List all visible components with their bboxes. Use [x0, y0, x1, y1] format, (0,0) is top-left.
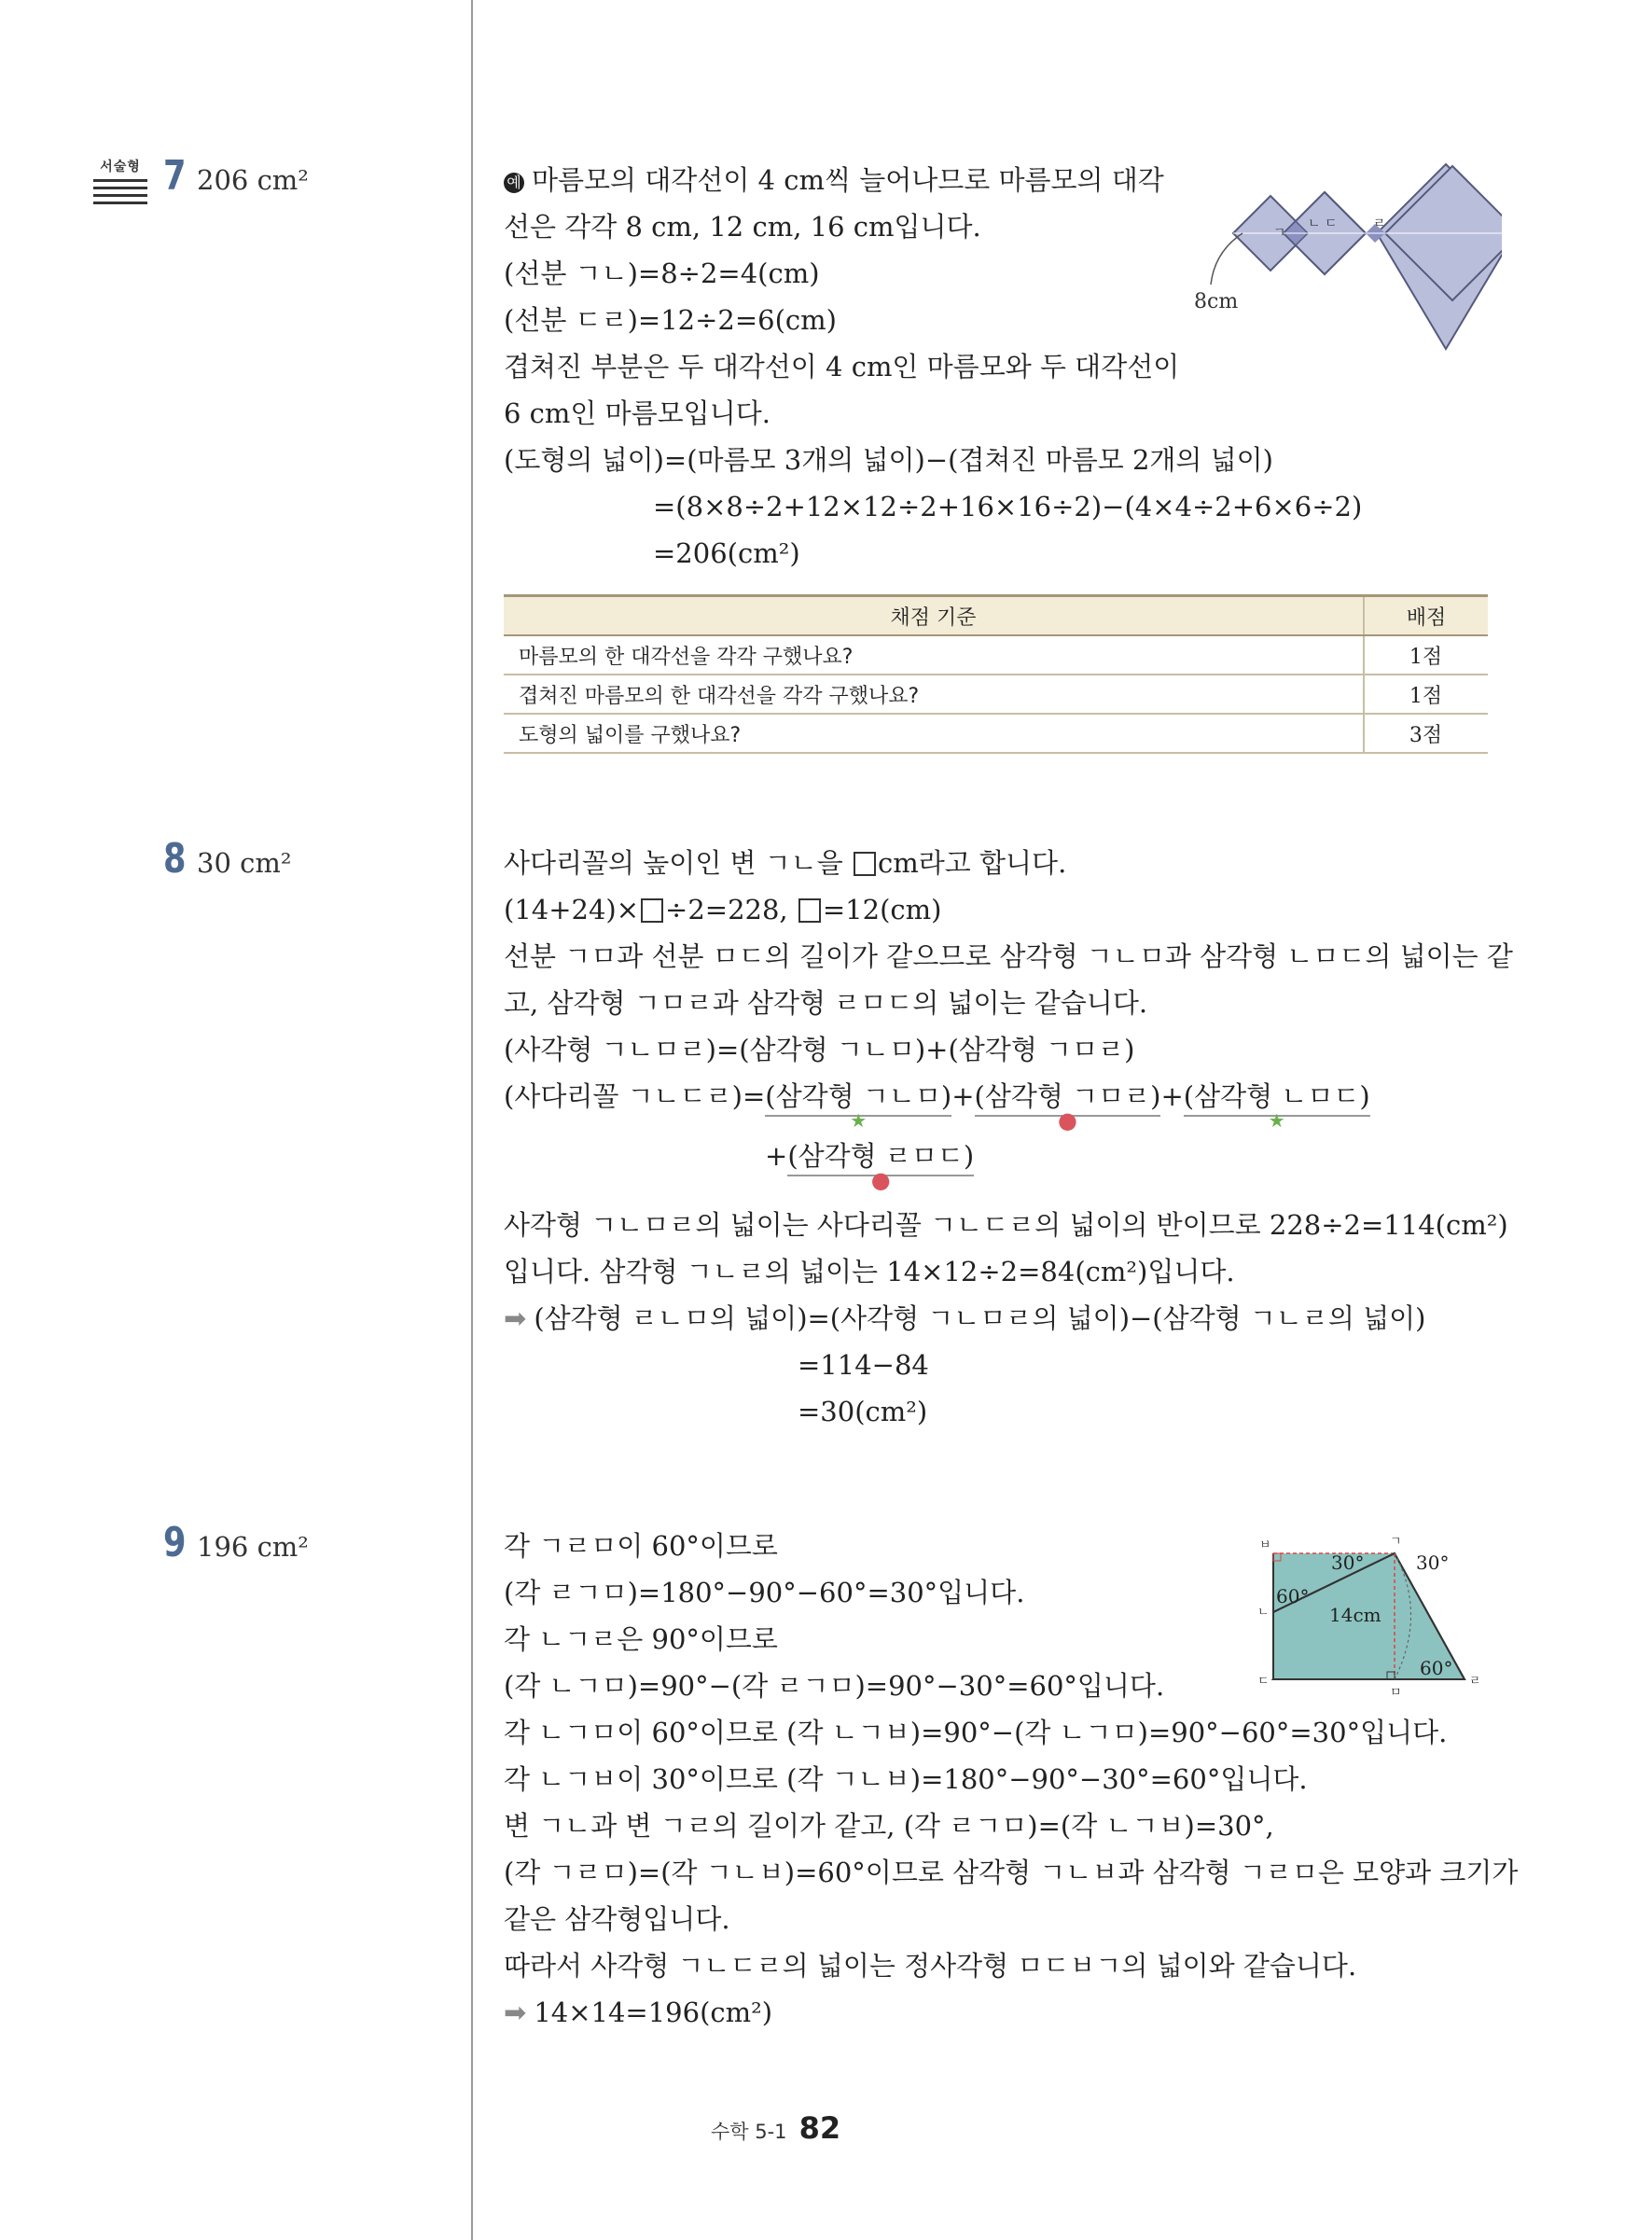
sol7-line5: 겹쳐진 부분은 두 대각선이 4 cm인 마름모와 두 대각선이	[504, 351, 1180, 383]
label-c: ㄷ	[1325, 216, 1338, 231]
rhombus-figure	[1157, 159, 1502, 355]
essay-type-badge	[93, 157, 147, 204]
criteria-text: 겹쳐진 마름모의 한 대각선을 각각 구했나요?	[504, 675, 1364, 714]
answer-9	[163, 1519, 309, 1566]
plus-sign: +	[951, 1080, 975, 1112]
label-b: ㄴ	[1308, 216, 1321, 231]
sol9-line9: 같은 삼각형입니다.	[504, 1903, 730, 1935]
table-row	[504, 675, 1488, 714]
length-14cm: 14cm	[1329, 1604, 1381, 1626]
sol9-line7: 변 ㄱㄴ과 변 ㄱㄹ의 길이가 같고, (각 ㄹㄱㅁ)=(각 ㄴㄱㅂ)=30°,	[504, 1810, 1274, 1842]
arrow-icon: ➡	[504, 1997, 527, 2028]
angle-60-right: 60°	[1420, 1657, 1453, 1679]
sol9-line6: 각 ㄴㄱㅂ이 30°이므로 (각 ㄱㄴㅂ)=180°−90°−30°=60°입니다.	[504, 1763, 1308, 1795]
label-f: ㅂ	[1259, 1538, 1271, 1552]
plus-sign: +	[1160, 1080, 1184, 1112]
sol9-line8: (각 ㄱㄹㅁ)=(각 ㄱㄴㅂ)=60°이므로 삼각형 ㄱㄴㅂ과 삼각형 ㄱㄹㅁ은 모양과 크기가	[504, 1857, 1519, 1888]
blank-box	[641, 898, 663, 923]
criteria-text: 도형의 넓이를 구했나요?	[504, 714, 1364, 753]
criteria-points: 1점	[1364, 635, 1488, 675]
answer-8	[163, 835, 292, 883]
underlined-term	[974, 1078, 1161, 1134]
example-mark: 예	[504, 173, 524, 193]
angle-30-right: 30°	[1416, 1551, 1450, 1574]
answer-value: 206 cm²	[197, 164, 309, 196]
sol8-line12: =30(cm²)	[798, 1396, 928, 1427]
sol7-line2: 선은 각각 8 cm, 12 cm, 16 cm입니다.	[504, 211, 981, 243]
sol8-line9: 입니다. 삼각형 ㄱㄴㄹ의 넓이는 14×12÷2=84(cm²)입니다.	[504, 1256, 1235, 1287]
sol8-line10: (삼각형 ㄹㄴㅁ의 넓이)=(사각형 ㄱㄴㅁㄹ의 넓이)−(삼각형 ㄱㄴㄹ의 넓이)	[534, 1302, 1426, 1334]
underlined-term	[787, 1137, 975, 1193]
column-divider	[471, 0, 473, 2240]
dot-mark: ●	[870, 1167, 891, 1193]
term-text: (삼각형 ㄱㄴㅁ)	[765, 1080, 952, 1112]
criteria-points: 3점	[1364, 714, 1488, 753]
sol9-line3: 각 ㄴㄱㄹ은 90°이므로	[504, 1623, 778, 1655]
points-header: 배점	[1364, 596, 1488, 636]
badge-label: 서술형	[100, 160, 141, 174]
sol7-line4: (선분 ㄷㄹ)=12÷2=6(cm)	[504, 304, 837, 336]
label-b: ㄴ	[1257, 1606, 1270, 1620]
table-row	[504, 714, 1488, 753]
plus-sign: +	[765, 1140, 788, 1172]
label-d: ㄹ	[1469, 1675, 1481, 1689]
page-number: 82	[798, 2110, 841, 2146]
answer-7	[163, 152, 309, 200]
arrow-icon: ➡	[504, 1302, 527, 1334]
sol8-line11: =114−84	[798, 1349, 929, 1381]
term-text: (삼각형 ㄹㅁㄷ)	[787, 1140, 975, 1172]
sol8-line4: 고, 삼각형 ㄱㅁㄹ과 삼각형 ㄹㅁㄷ의 넓이는 같습니다.	[504, 987, 1148, 1019]
answer-value: 30 cm²	[197, 847, 292, 879]
sol8-line1a: 사다리꼴의 높이인 변 ㄱㄴ을	[504, 847, 853, 879]
sol8-line2b: ÷2=228,	[665, 894, 797, 925]
grading-criteria-table	[504, 594, 1488, 754]
sol7-line3: (선분 ㄱㄴ)=8÷2=4(cm)	[504, 257, 820, 289]
blank-box	[854, 852, 876, 876]
dot-mark: ●	[1058, 1107, 1077, 1134]
sol8-line8: 사각형 ㄱㄴㅁㄹ의 넓이는 사다리꼴 ㄱㄴㄷㄹ의 넓이의 반이므로 228÷2=114(cm²)	[504, 1209, 1508, 1241]
sol8-line2a: (14+24)×	[504, 894, 640, 925]
label-c: ㄷ	[1257, 1675, 1270, 1689]
question-number: 9	[163, 1519, 187, 1566]
label-a: ㄱ	[1390, 1535, 1402, 1549]
sol8-line2c: =12(cm)	[822, 894, 942, 925]
label-e: ㅁ	[1390, 1686, 1402, 1698]
label-d: ㄹ	[1373, 216, 1386, 231]
sol7-line7: (도형의 넓이)=(마름모 3개의 넓이)−(겹쳐진 마름모 2개의 넓이)	[504, 444, 1274, 476]
sol7-line9: =206(cm²)	[653, 537, 800, 569]
underlined-term	[765, 1078, 952, 1132]
trapezoid-figure	[1250, 1530, 1492, 1698]
term-text: (삼각형 ㄱㅁㄹ)	[974, 1080, 1161, 1112]
label-a: ㄱ	[1273, 226, 1286, 241]
sol8-line6-prefix: (사다리꼴 ㄱㄴㄷㄹ)=	[504, 1080, 766, 1112]
subject-label: 수학 5-1	[711, 2121, 787, 2143]
table-row	[504, 635, 1488, 675]
sol9-line10: 따라서 사각형 ㄱㄴㄷㄹ의 넓이는 정사각형 ㅁㄷㅂㄱ의 넓이와 같습니다.	[504, 1950, 1357, 1982]
solution-8	[504, 840, 1513, 1435]
sol9-line1: 각 ㄱㄹㅁ이 60°이므로	[504, 1530, 778, 1562]
criteria-text: 마름모의 한 대각선을 각각 구했나요?	[504, 635, 1364, 675]
sol7-line1: 마름모의 대각선이 4 cm씩 늘어나므로 마름모의 대각	[532, 164, 1164, 196]
term-text: (삼각형 ㄴㅁㄷ)	[1183, 1080, 1370, 1112]
question-number: 7	[163, 152, 187, 200]
page-footer	[711, 2110, 840, 2146]
sol8-line3: 선분 ㄱㅁ과 선분 ㅁㄷ의 길이가 같으므로 삼각형 ㄱㄴㅁ과 삼각형 ㄴㅁㄷ의 넓이는 같	[504, 940, 1513, 972]
sol8-line1b: cm라고 합니다.	[878, 847, 1067, 879]
length-8cm: 8cm	[1194, 290, 1239, 313]
underlined-term	[1183, 1078, 1370, 1132]
criteria-points: 1점	[1364, 675, 1488, 714]
star-mark: ★	[1268, 1109, 1285, 1132]
angle-60-left: 60°	[1276, 1585, 1310, 1607]
blank-box	[798, 898, 821, 923]
sol9-line11: 14×14=196(cm²)	[534, 1997, 773, 2028]
criteria-header: 채점 기준	[504, 596, 1364, 636]
answer-value: 196 cm²	[197, 1531, 309, 1563]
sol7-line8: =(8×8÷2+12×12÷2+16×16÷2)−(4×4÷2+6×6÷2)	[653, 491, 1363, 522]
sol9-line4: (각 ㄴㄱㅁ)=90°−(각 ㄹㄱㅁ)=90°−30°=60°입니다.	[504, 1670, 1165, 1702]
angle-30-left: 30°	[1331, 1551, 1365, 1574]
sol9-line2: (각 ㄹㄱㅁ)=180°−90°−60°=30°입니다.	[504, 1577, 1025, 1608]
question-number: 8	[163, 835, 187, 883]
sol8-line5: (사각형 ㄱㄴㅁㄹ)=(삼각형 ㄱㄴㅁ)+(삼각형 ㄱㅁㄹ)	[504, 1034, 1135, 1065]
sol9-line5: 각 ㄴㄱㅁ이 60°이므로 (각 ㄴㄱㅂ)=90°−(각 ㄴㄱㅁ)=90°−60°=30°입니다.	[504, 1717, 1448, 1748]
star-mark: ★	[850, 1109, 868, 1132]
sol7-line6: 6 cm인 마름모입니다.	[504, 397, 770, 429]
